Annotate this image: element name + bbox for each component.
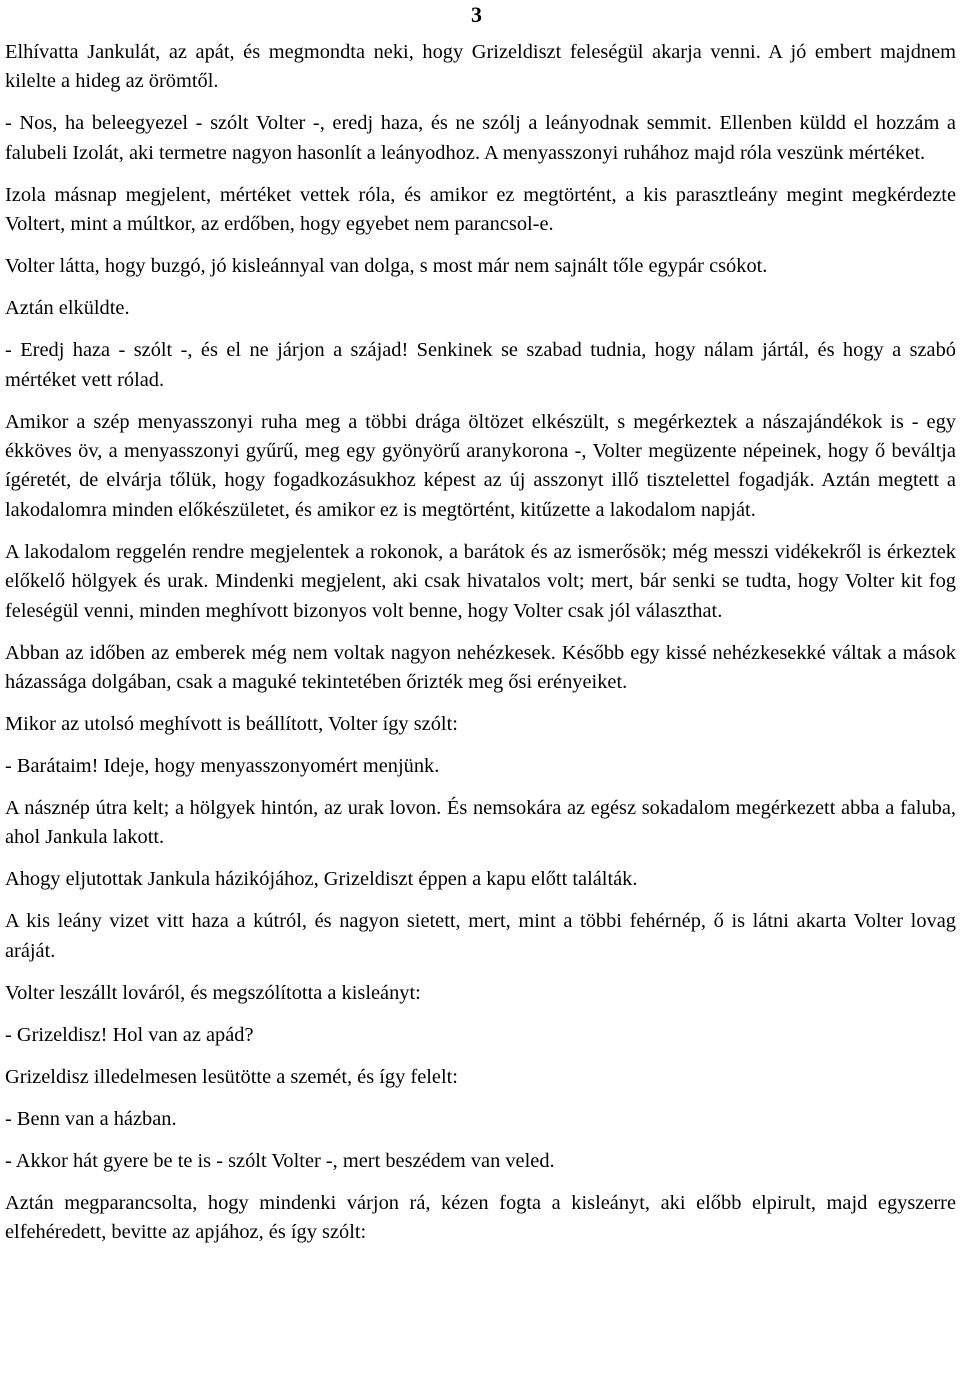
paragraph-11: - Barátaim! Ideje, hogy menyasszonyomért menjünk. xyxy=(5,755,440,778)
document-page xyxy=(5,0,956,1260)
page-number: 3 xyxy=(471,2,482,27)
document-body xyxy=(5,0,956,1248)
paragraph-16: - Grizeldisz! Hol van az apád? xyxy=(5,1023,254,1046)
paragraph-18: - Benn van a házban. xyxy=(5,1107,177,1130)
paragraph-10: Mikor az utolsó meghívott is beállított, Volter így szólt: xyxy=(5,713,458,736)
paragraph-4: Volter látta, hogy buzgó, jó kisleánnyal van dolga, s most már nem sajnált tőle egypár csókot. xyxy=(5,255,768,278)
paragraph-3: Izola másnap megjelent, mértéket vettek róla, és amikor ez megtörtént, a kis parasztleány megint megkérdezte Voltert, mint a múltkor, az erdőben, hogy egyebet nem parancsol-e. xyxy=(5,183,956,236)
paragraph-6: - Eredj haza - szólt -, és el ne járjon a szájad! Senkinek se szabad tudnia, hogy nálam jártál, és hogy a szabó mértéket vett rólad. xyxy=(5,339,956,391)
paragraph-14: A kis leány vizet vitt haza a kútról, és nagyon sietett, mert, mint a többi fehérnép, ő is látni akarta Volter lovag aráját. xyxy=(5,910,956,962)
paragraph-8: A lakodalom reggelén rendre megjelentek a rokonok, a barátok és az ismerősök; még messzi vidékekről is érkeztek előkelő hölgyek és urak. Mindenki megjelent, aki csak hivatalos volt; mert, bár senki se tudta, hogy Volter kit fog feleségül venni, minden meghívott bizonyos volt benne, hogy Volter csak jól választhat. xyxy=(5,540,956,622)
paragraph-2: - Nos, ha beleegyezel - szólt Volter -, eredj haza, és ne szólj a leányodnak semmit. Ellenben küldd el hozzám a falubeli Izolát, aki termetre nagyon hasonlít a leányodhoz. A menyasszonyi ruhához majd róla veszünk mértéket. xyxy=(5,112,956,164)
paragraph-12: A násznép útra kelt; a hölgyek hintón, az urak lovon. És nemsokára az egész sokadalom megérkezett abba a faluba, ahol Jankula lakott. xyxy=(5,797,956,849)
paragraph-1: Elhívatta Jankulát, az apát, és megmondta neki, hogy Grizeldiszt feleségül akarja venni. A jó embert majdnem kilelte a hideg az örömtől. xyxy=(5,41,956,93)
paragraph-19: - Akkor hát gyere be te is - szólt Volter -, mert beszédem van veled. xyxy=(5,1149,555,1172)
paragraph-20: Aztán megparancsolta, hogy mindenki várjon rá, kézen fogta a kisleányt, aki előbb elpirult, majd egyszerre elfehéredett, bevitte az apjához, és így szólt: xyxy=(5,1191,956,1244)
paragraph-5: Aztán elküldte. xyxy=(5,297,130,320)
paragraph-17: Grizeldisz illedelmesen lesütötte a szemét, és így felelt: xyxy=(5,1065,458,1088)
paragraph-9: Abban az időben az emberek még nem voltak nagyon nehézkesek. Később egy kissé nehézkesekké váltak a mások házassága dolgában, csak a maguké tekintetében őrizték meg ősi erényeiket. xyxy=(5,641,956,694)
paragraph-15: Volter leszállt lováról, és megszólította a kisleányt: xyxy=(5,981,421,1004)
paragraph-7: Amikor a szép menyasszonyi ruha meg a többi drága öltözet elkészült, s megérkeztek a nászajándékok is - egy ékköves öv, a menyasszonyi gyűrű, meg egy gyönyörű aranykorona -, Volter megüzente népeinek, hogy ő beváltja ígéretét, de elvárja tőlük, hogy fogadkozásukhoz képest az új asszonyt illő tisztelettel fogadják. Aztán megtett a lakodalomra minden előkészületet, és amikor ez is megtörtént, kitűzette a lakodalom napját. xyxy=(5,410,956,521)
paragraph-13: Ahogy eljutottak Jankula házikójához, Grizeldiszt éppen a kapu előtt találták. xyxy=(5,868,638,891)
